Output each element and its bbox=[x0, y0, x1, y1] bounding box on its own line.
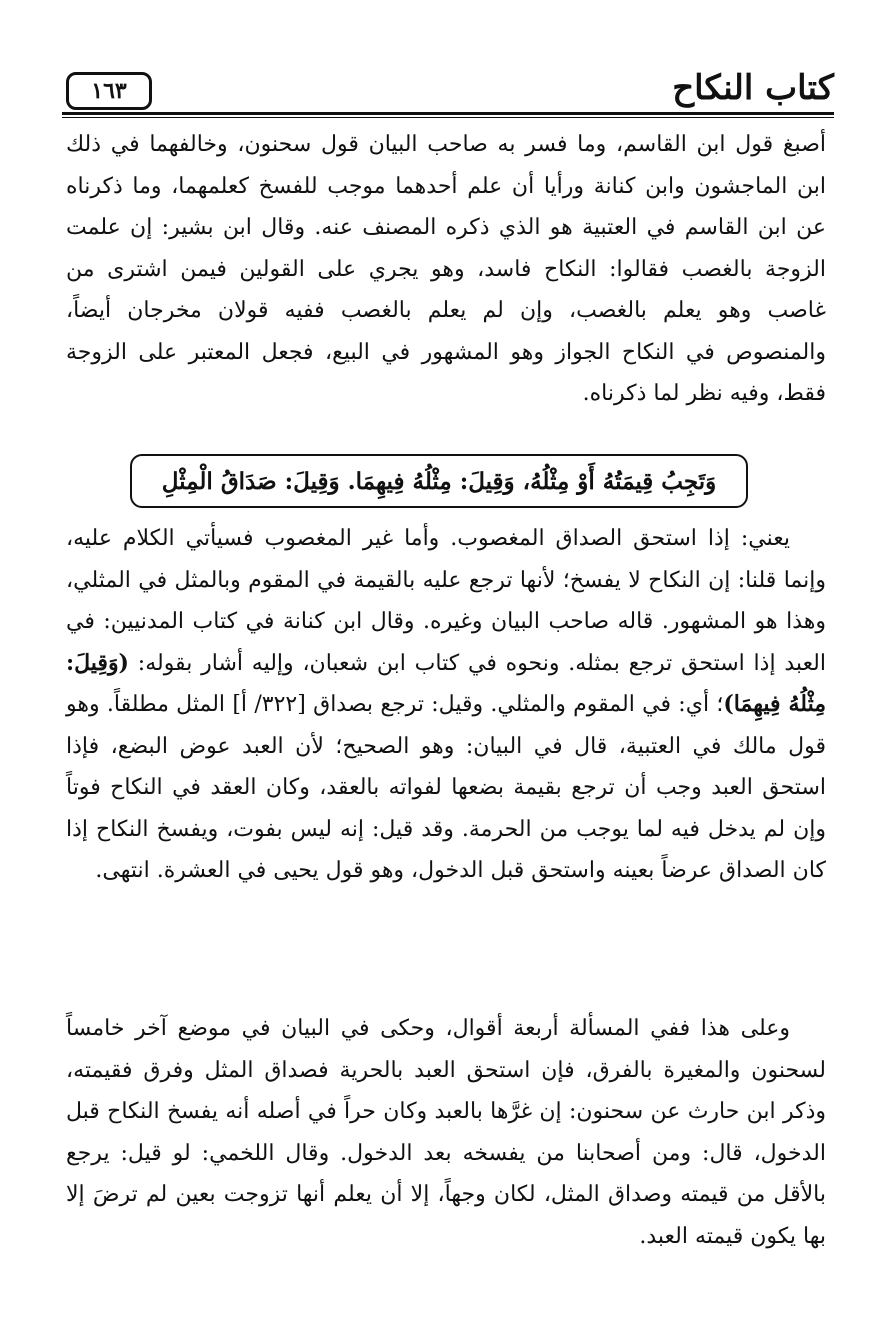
paragraph-2-text-b: ؛ أي: في المقوم والمثلي. وقيل: ترجع بصداق [٣٢٢/ أ] المثل مطلقاً. وهو قول مالك في العتبية، قال في البيان: وهو الصحيح؛ لأن العبد عوض البضع، فإذا استحق العبد وجب أن ترجع بقيمة بضعها لفواته بالعقد، وكان العقد في النكاح فوتاً وإن لم يدخل فيه لما يوجب من الحرمة. وقد قيل: إنه ليس بفوت، ويفسخ النكاح إذا كان الصداق عرضاً بعينه واستحق قبل الدخول، وهو قول يحيى في العشرة. انتهى. bbox=[66, 692, 826, 883]
paragraph-3: وعلى هذا ففي المسألة أربعة أقوال، وحكى في البيان في موضع آخر خامساً لسحنون والمغيرة بالفرق، فإن استحق العبد بالحرية فصداق المثل وفرق فقيمته، وذكر ابن حارث عن سحنون: إن غرَّها بالعبد وكان حراً في أصله أنه يفسخ النكاح قبل الدخول، قال: ومن أصحابنا من يفسخه بعد الدخول. وقال اللخمي: لو قيل: يرجع بالأقل من قيمته وصداق المثل، لكان وجهاً، إلا أن يعلم أنها تزوجت بعين لم ترضَ إلا بها يكون قيمته العبد. bbox=[66, 1016, 826, 1249]
matn-box bbox=[130, 454, 748, 508]
paragraph-2-quote: (وَقِيلَ: مِثْلُهُ فِيهِمَا) bbox=[66, 649, 826, 717]
paragraph-2-text-a: يعني: إذا استحق الصداق المغصوب. وأما غير المغصوب فسيأتي الكلام عليه، وإنما قلنا: إن النكاح لا يفسخ؛ لأنها ترجع عليه بالقيمة في المقوم وبالمثل في المثلي، وهذا هو المشهور. قاله صاحب البيان وغيره. وقال ابن كنانة في كتاب المدنيين: في العبد إذا استحق ترجع بمثله. ونحوه في كتاب ابن شعبان، وإليه أشار بقوله: bbox=[66, 526, 826, 676]
paragraph-2 bbox=[66, 518, 826, 892]
page-header bbox=[62, 60, 834, 120]
book-title: كتاب النكاح bbox=[672, 68, 834, 108]
header-rule bbox=[62, 112, 834, 115]
page-number: ١٦٣ bbox=[66, 72, 152, 110]
matn-text: وَتَجِبُ قِيمَتُهُ أَوْ مِثْلُهُ، وَقِيلَ: مِثْلُهُ فِيهِمَا. وَقِيلَ: صَدَاقُ الْمِثْلِ bbox=[161, 467, 717, 495]
paragraph-1: أصبغ قول ابن القاسم، وما فسر به صاحب البيان قول سحنون، وخالفهما في ذلك ابن الماجشون وابن كنانة ورأيا أن علم أحدهما موجب للفسخ كعلمهما، وما ذكرناه عن ابن القاسم في العتبية هو الذي ذكره المصنف عنه. وقال ابن بشير: إن علمت الزوجة بالغصب فقالوا: النكاح فاسد، وهو يجري على القولين فيمن اشترى من غاصب وهو يعلم بالغصب، وإن لم يعلم بالغصب ففيه قولان مخرجان أيضاً، والمنصوص في النكاح الجواز وهو المشهور في البيع، فجعل المعتبر على الزوجة فقط، وفيه نظر لما ذكرناه. bbox=[66, 132, 826, 406]
header-rule-thin bbox=[62, 117, 834, 118]
